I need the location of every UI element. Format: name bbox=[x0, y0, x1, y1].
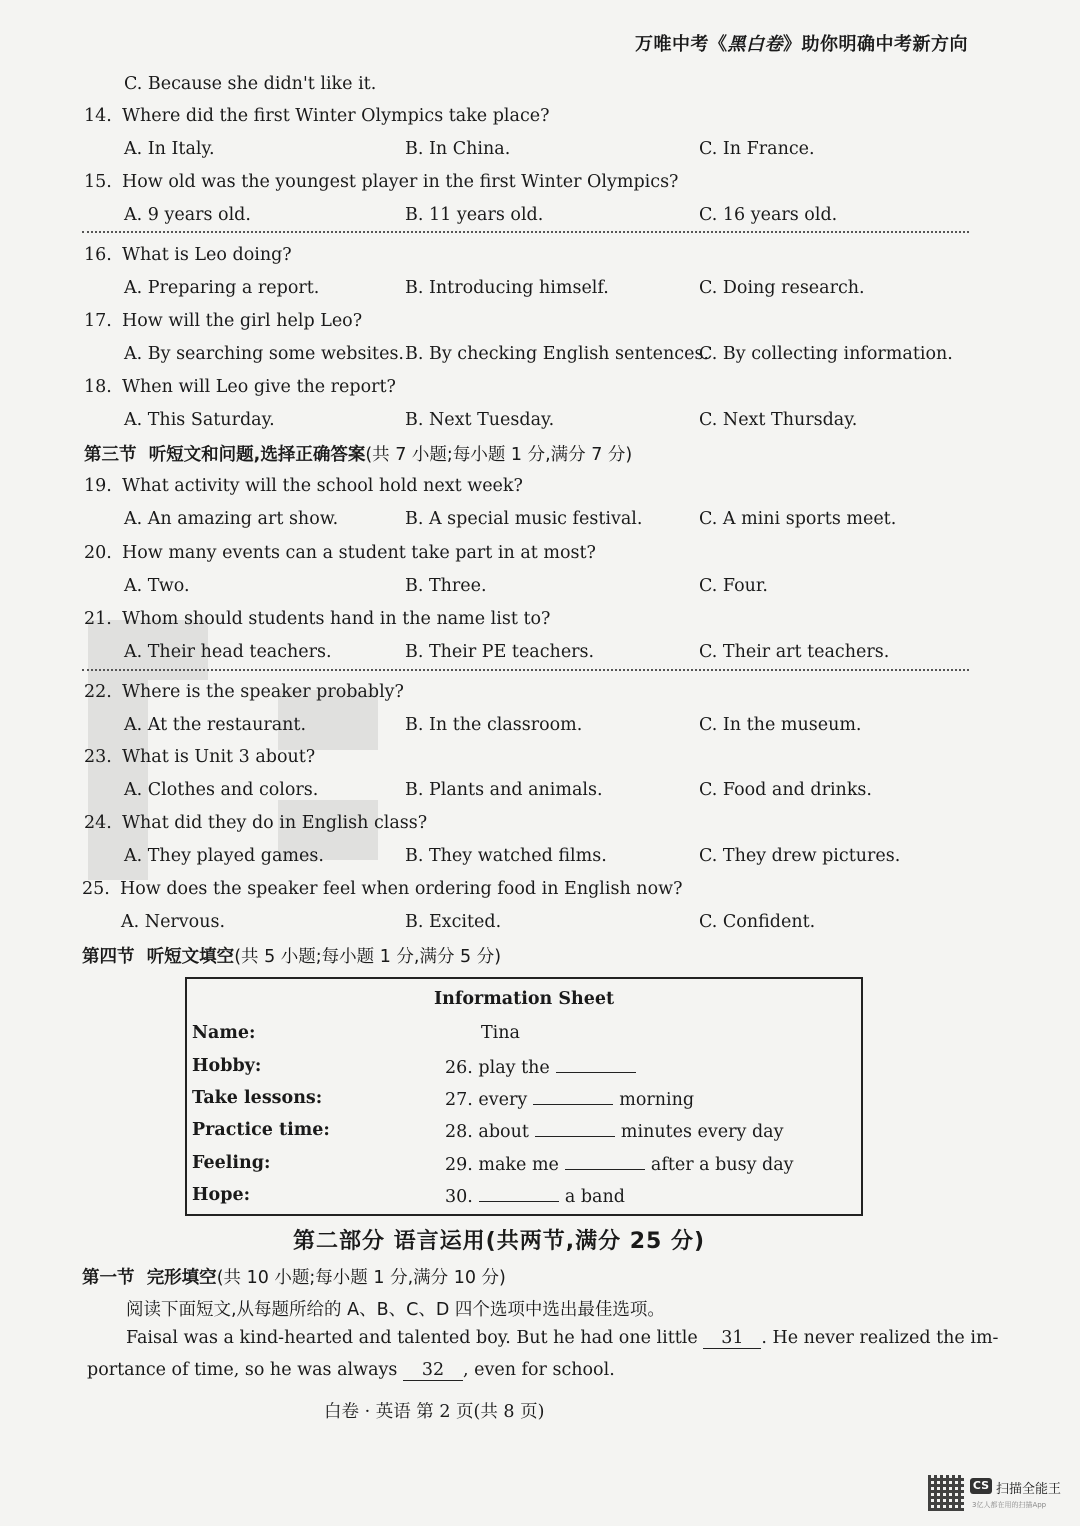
option-b: B. Next Tuesday. bbox=[405, 410, 555, 430]
sheet-label: Take lessons: bbox=[192, 1088, 323, 1108]
option-b: B. Their PE teachers. bbox=[405, 642, 595, 662]
blank-32: 32 bbox=[403, 1360, 463, 1381]
section-4-heading: 第四节 听短文填空(共 5 小题;每小题 1 分,满分 5 分) bbox=[82, 947, 502, 967]
question-number: 23. bbox=[84, 747, 112, 767]
option-a: A. An amazing art show. bbox=[124, 509, 339, 529]
section-3-heading: 第三节 听短文和问题,选择正确答案(共 7 小题;每小题 1 分,满分 7 分) bbox=[84, 445, 633, 465]
passage-line-1: Faisal was a kind-hearted and talented boy. But he had one little 31 . He never realized the im- bbox=[126, 1328, 999, 1348]
question-number: 21. bbox=[84, 609, 112, 629]
option-a: A. Preparing a report. bbox=[124, 278, 320, 298]
option-b: B. Introducing himself. bbox=[405, 278, 609, 298]
part-2-section-1-heading: 第一节 完形填空(共 10 小题;每小题 1 分,满分 10 分) bbox=[82, 1268, 506, 1288]
question-text: What is Leo doing? bbox=[122, 245, 292, 265]
question-text: Where is the speaker probably? bbox=[122, 682, 404, 702]
question-number: 19. bbox=[84, 476, 112, 496]
question-14 bbox=[84, 104, 550, 128]
sheet-value-text: 27. every bbox=[445, 1090, 528, 1110]
question-text: Whom should students hand in the name list to? bbox=[122, 609, 551, 629]
sheet-value-suffix: after a busy day bbox=[650, 1155, 794, 1175]
question-number: 22. bbox=[84, 682, 112, 702]
option-b: B. They watched films. bbox=[405, 846, 607, 866]
option-a: A. By searching some websites. bbox=[124, 344, 404, 364]
question-number: 17. bbox=[84, 311, 112, 331]
answer-blank bbox=[533, 1088, 613, 1105]
option-a: A. Their head teachers. bbox=[124, 642, 332, 662]
option-a: A. Clothes and colors. bbox=[124, 780, 319, 800]
question-text: What activity will the school hold next week? bbox=[122, 476, 523, 496]
question-text: What is Unit 3 about? bbox=[122, 747, 316, 767]
sheet-value bbox=[445, 1153, 794, 1175]
question-text: When will Leo give the report? bbox=[122, 377, 396, 397]
scanner-app-name: 扫描全能王 bbox=[996, 1482, 1062, 1497]
camscanner-logo-icon: CS bbox=[970, 1478, 992, 1494]
sheet-label: Hope: bbox=[192, 1185, 251, 1205]
question-number: 14. bbox=[84, 106, 112, 126]
answer-blank bbox=[535, 1120, 615, 1137]
question-text: Where did the first Winter Olympics take place? bbox=[122, 106, 550, 126]
option-c: C. Confident. bbox=[699, 912, 816, 932]
option-c: C. Their art teachers. bbox=[699, 642, 890, 662]
option-a: A. They played games. bbox=[124, 846, 324, 866]
qr-code-icon bbox=[928, 1475, 964, 1511]
option-b: B. In the classroom. bbox=[405, 715, 583, 735]
option-c: C. They drew pictures. bbox=[699, 846, 901, 866]
option-b: B. In China. bbox=[405, 139, 511, 159]
sheet-value bbox=[445, 1120, 783, 1142]
sheet-value bbox=[481, 1023, 520, 1043]
answer-blank bbox=[479, 1185, 559, 1202]
option-a: A. Two. bbox=[124, 576, 190, 596]
question-16 bbox=[84, 243, 292, 267]
option-c: C. In France. bbox=[699, 139, 815, 159]
answer-blank bbox=[556, 1056, 636, 1073]
sheet-value-text: 26. play the bbox=[445, 1058, 550, 1078]
option-a: A. In Italy. bbox=[124, 139, 215, 159]
sheet-value-text: 28. about bbox=[445, 1122, 529, 1142]
option-c: C. Next Thursday. bbox=[699, 410, 858, 430]
blank-31: 31 bbox=[703, 1328, 761, 1349]
sheet-value bbox=[445, 1088, 694, 1110]
question-text: How many events can a student take part in at most? bbox=[122, 543, 596, 563]
information-sheet bbox=[185, 977, 863, 1216]
question-number: 20. bbox=[84, 543, 112, 563]
question-15 bbox=[84, 170, 678, 194]
option-b: B. Three. bbox=[405, 576, 487, 596]
sheet-value bbox=[445, 1185, 625, 1207]
question-number: 25. bbox=[82, 879, 110, 899]
option-c: C. 16 years old. bbox=[699, 205, 838, 225]
option-b: B. By checking English sentences. bbox=[405, 344, 709, 364]
sheet-value-suffix: morning bbox=[619, 1090, 695, 1110]
option-c: C. In the museum. bbox=[699, 715, 862, 735]
sheet-value-text: Tina bbox=[481, 1023, 520, 1043]
sheet-label: Practice time: bbox=[192, 1120, 330, 1140]
answer-blank bbox=[565, 1153, 645, 1170]
question-20 bbox=[84, 541, 596, 565]
question-text: How does the speaker feel when ordering food in English now? bbox=[120, 879, 683, 899]
option-a: A. 9 years old. bbox=[124, 205, 251, 225]
question-text: How will the girl help Leo? bbox=[122, 311, 363, 331]
question-number: 18. bbox=[84, 377, 112, 397]
sheet-title: Information Sheet bbox=[433, 989, 615, 1009]
passage-line-2: portance of time, so he was always 32 , even for school. bbox=[87, 1360, 615, 1380]
page-footer: 白卷 · 英语 第 2 页(共 8 页) bbox=[324, 1402, 545, 1422]
option-c: C. By collecting information. bbox=[699, 344, 953, 364]
question-17 bbox=[84, 309, 362, 333]
option-b: B. A special music festival. bbox=[405, 509, 643, 529]
option-a: A. This Saturday. bbox=[124, 410, 275, 430]
option-c: C. Doing research. bbox=[699, 278, 865, 298]
option-b: B. 11 years old. bbox=[405, 205, 544, 225]
sheet-value-text: 30. bbox=[445, 1187, 473, 1207]
scanner-tagline: 3亿人都在用的扫描App bbox=[972, 1501, 1047, 1509]
sheet-value-suffix: a band bbox=[564, 1187, 625, 1207]
dotted-separator bbox=[82, 669, 969, 671]
sheet-label: Feeling: bbox=[192, 1153, 271, 1173]
sheet-label: Name: bbox=[192, 1023, 256, 1043]
option-c: C. Four. bbox=[699, 576, 768, 596]
question-number: 16. bbox=[84, 245, 112, 265]
cloze-instruction: 阅读下面短文,从每题所给的 A、B、C、D 四个选项中选出最佳选项。 bbox=[126, 1300, 665, 1320]
option-a: A. At the restaurant. bbox=[124, 715, 307, 735]
sheet-value-text: 29. make me bbox=[445, 1155, 559, 1175]
page-header: 万唯中考《黑白卷》助你明确中考新方向 bbox=[635, 34, 968, 55]
dotted-separator bbox=[82, 231, 969, 233]
option-c: C. A mini sports meet. bbox=[699, 509, 897, 529]
question-22 bbox=[84, 680, 404, 704]
question-number: 24. bbox=[84, 813, 112, 833]
question-18 bbox=[84, 375, 396, 399]
question-number: 15. bbox=[84, 172, 112, 192]
sheet-value-suffix: minutes every day bbox=[620, 1122, 784, 1142]
question-21 bbox=[84, 607, 550, 631]
part-2-heading: 第二部分 语言运用(共两节,满分 25 分) bbox=[293, 1229, 706, 1254]
option-a: A. Nervous. bbox=[121, 912, 226, 932]
option-b: B. Plants and animals. bbox=[405, 780, 603, 800]
option-b: B. Excited. bbox=[405, 912, 502, 932]
question-text: How old was the youngest player in the first Winter Olympics? bbox=[122, 172, 679, 192]
question-23 bbox=[84, 745, 315, 769]
sheet-value bbox=[445, 1056, 642, 1078]
sheet-label: Hobby: bbox=[192, 1056, 262, 1076]
q13-option-c: C. Because she didn't like it. bbox=[124, 74, 377, 94]
question-25 bbox=[82, 877, 682, 901]
question-19 bbox=[84, 474, 523, 498]
question-text: What did they do in English class? bbox=[122, 813, 428, 833]
option-c: C. Food and drinks. bbox=[699, 780, 872, 800]
question-24 bbox=[84, 811, 427, 835]
